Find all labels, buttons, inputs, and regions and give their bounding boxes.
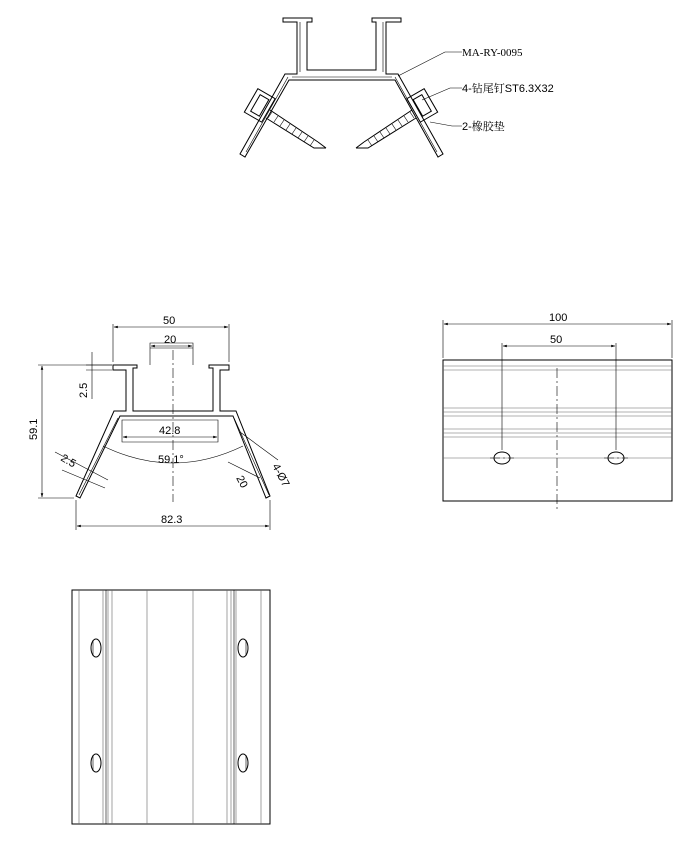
dim-height: 59.1: [28, 418, 40, 440]
dim-slot-width: 20: [164, 334, 177, 346]
dim-leg-thickness: 2.5: [58, 452, 78, 471]
bottom-view: [72, 590, 270, 824]
dim-thickness: 2.5: [78, 382, 90, 398]
side-view: [443, 312, 672, 510]
assembly-view: [240, 18, 554, 157]
dim-base-width: 82.3: [161, 514, 183, 526]
callout-screw: 4-钻尾钉ST6.3X32: [462, 83, 554, 95]
leader-profile: [398, 52, 462, 76]
leader-gasket: [430, 122, 462, 126]
section-view: [28, 315, 291, 530]
dim-angle: 59.1°: [158, 454, 184, 466]
bottom-hole-bottom-left: [91, 754, 101, 772]
dim-holes: 4-Ø7: [269, 461, 292, 490]
dim-leg-length: 20: [233, 473, 250, 491]
callout-gasket: 2-橡胶垫: [462, 121, 505, 133]
bottom-hole-top-right: [238, 639, 248, 657]
bottom-view-outline: [72, 590, 270, 824]
dim-inner-width: 42.8: [159, 425, 181, 437]
leader-screw: [422, 88, 462, 100]
callout-profile: MA-RY-0095: [462, 47, 523, 59]
bottom-hole-bottom-right: [238, 754, 248, 772]
dim-top-width: 50: [163, 315, 176, 327]
dim-length: 100: [549, 312, 568, 324]
bottom-hole-top-left: [91, 639, 101, 657]
side-view-outline: [443, 360, 672, 501]
left-screw: [244, 89, 326, 148]
right-screw: [356, 89, 438, 148]
assembly-rail-profile: [240, 18, 443, 157]
dim-hole-spacing: 50: [550, 334, 563, 346]
